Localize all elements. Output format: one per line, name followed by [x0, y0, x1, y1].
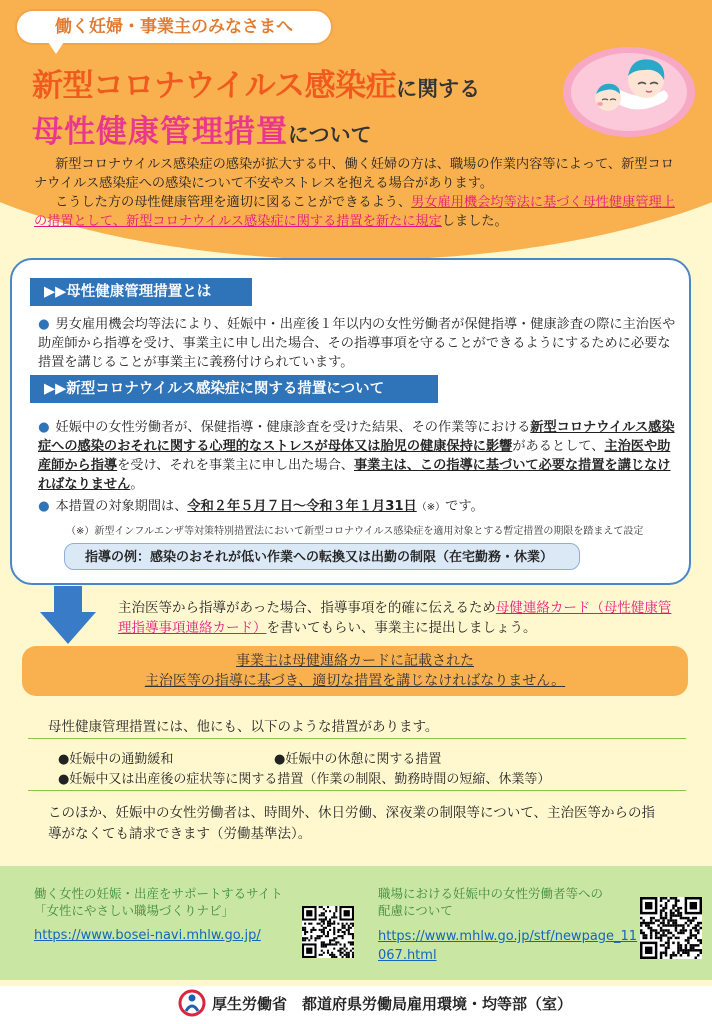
audience-tag-tail [48, 42, 64, 54]
labor-standards-note: このほか、妊娠中の女性労働者は、時間外、休日労働、深夜業の制限等について、主治医等からの指導がなくても請求できます（労働基準法）。 [48, 805, 655, 842]
banner-line-2: 主治医等の指導に基づき、適切な措置を講じなければなりません。 [144, 673, 566, 689]
divider-line [28, 738, 686, 739]
b1-text-g: 。 [130, 477, 144, 492]
bullet-dot-icon: ● [38, 317, 50, 332]
resource-footer [0, 866, 712, 980]
title-line-1 [32, 60, 480, 105]
intro-p2-lead: こうした方の母性健康管理を適切に図ることができるよう、 [55, 195, 412, 210]
title-maternal-measures: 母性健康管理措置 [32, 114, 288, 150]
bullet-dot-icon: ● [38, 499, 50, 514]
other-measures-intro: 母性健康管理措置には、他にも、以下のような措置があります。 [48, 719, 439, 735]
footer-left-line-1: 働く女性の妊娠・出産をサポートするサイト [34, 886, 283, 901]
section-header-what-is: ▶▶母性健康管理措置とは [30, 278, 252, 306]
b2-text-d: です。 [445, 499, 484, 514]
b1-text-e: を受け、それを事業主に申し出た場合、 [117, 458, 354, 473]
footer-left [34, 885, 304, 944]
section2-bullet-2 [38, 497, 678, 517]
title-covid: 新型コロナウイルス感染症 [32, 68, 397, 104]
ministry-name: 厚生労働省 都道府県労働局雇用環境・均等部（室） [212, 995, 573, 1013]
footer-right-line-1: 職場における妊娠中の女性労働者等への [378, 886, 604, 901]
qr-code-right-icon [640, 897, 702, 959]
bullet-dot-icon: ● [38, 420, 50, 435]
section1-text: 男女雇用機会均等法により、妊娠中・出産後１年以内の女性労働者が保健指導・健康診査の際に主治医や助産師から指導を受け、事業主に申し出た場合、その指導事項を守ることができるようにするために必要な措置を講じることが事業主に義務付けられています。 [38, 317, 676, 370]
mhlw-logo-icon [178, 989, 206, 1017]
down-arrow-icon [40, 586, 96, 644]
employer-obligation-banner [22, 646, 688, 696]
section-header-covid-measures: ▶▶新型コロナウイルス感染症に関する措置について [30, 375, 438, 403]
mother-baby-illustration-icon [560, 44, 698, 140]
footer-right [378, 885, 640, 965]
title-connector-2: について [288, 123, 372, 147]
b1-text-c: があるとして、 [512, 439, 605, 454]
divider-line [28, 790, 686, 791]
footer-left-line-2: 「女性にやさしい職場づくりナビ」 [34, 903, 235, 918]
b1-emphasis-doctor: 主治医や助産師から指導 [38, 439, 671, 473]
banner-line-1: 事業主は母健連絡カードに記載された [236, 653, 474, 669]
title-connector-1: に関する [396, 77, 481, 101]
guidance-example: 指導の例：感染のおそれが低い作業への転換又は出勤の制限（在宅勤務・休業） [64, 543, 580, 570]
measures-panel [10, 258, 691, 585]
b1-emphasis-employer: 事業主は、この指導に基づいて必要な措置を講じなければなりません [38, 458, 671, 492]
guide-card-name: 母健連絡カード（母性健康管理指導事項連絡カード） [118, 600, 672, 636]
section2-bullet-1 [38, 418, 678, 494]
guide-text-c: を書いてもらい、事業主に提出しましょう。 [266, 620, 537, 636]
b2-note-mark: （※） [416, 502, 446, 513]
audience-tag: 働く妊婦・事業主のみなさまへ [15, 9, 333, 45]
bosei-navi-link[interactable]: https://www.bosei-navi.mhlw.go.jp/ [34, 928, 261, 943]
section1-bullet [38, 315, 678, 372]
b2-text-a: 本措置の対象期間は、 [55, 499, 188, 514]
intro-paragraph-1: 新型コロナウイルス感染症の感染が拡大する中、働く妊婦の方は、職場の作業内容等によって、新型コロナウイルス感染症への感染について不安やストレスを抱える場合があります。 [34, 157, 674, 191]
b1-emphasis-stress: 新型コロナウイルス感染症への感染のおそれに関する心理的なストレスが母体又は胎児の健康保持に影響 [38, 420, 675, 454]
period-footnote: （※）新型インフルエンザ等対策特別措置法において新型コロナウイルス感染症を適用対象とする暫定措置の期限を踏まえて設定 [66, 526, 644, 537]
intro-p2-tail: しました。 [441, 214, 508, 229]
guide-text-a: 主治医等から指導があった場合、指導事項を的確に伝えるため [118, 600, 496, 616]
mhlw-consideration-link[interactable]: https://www.mhlw.go.jp/stf/newpage_11067.html [378, 929, 638, 963]
title-line-2 [32, 106, 372, 151]
b2-period: 令和２年５月７日～令和３年１月31日 [187, 499, 417, 514]
footer-right-line-2: 配慮について [378, 903, 453, 918]
qr-code-left-icon [302, 906, 354, 958]
other-measure-symptoms: ●妊娠中又は出産後の症状等に関する措置（作業の制限、勤務時間の短縮、休業等） [58, 772, 551, 787]
intro-p2-emphasis: 男女雇用機会均等法に基づく母性健康管理上の措置として、新型コロナウイルス感染症に関する措置を新たに規定 [34, 195, 675, 229]
other-measure-commute: ●妊娠中の通勤緩和 [58, 752, 174, 767]
intro-text [34, 155, 682, 231]
card-guidance [118, 598, 678, 638]
b1-text-a: 妊娠中の女性労働者が、保健指導・健康診査を受けた結果、その作業等における [55, 420, 531, 435]
other-measure-rest: ●妊娠中の休憩に関する措置 [274, 752, 442, 767]
intro-paragraph-2 [34, 193, 682, 231]
